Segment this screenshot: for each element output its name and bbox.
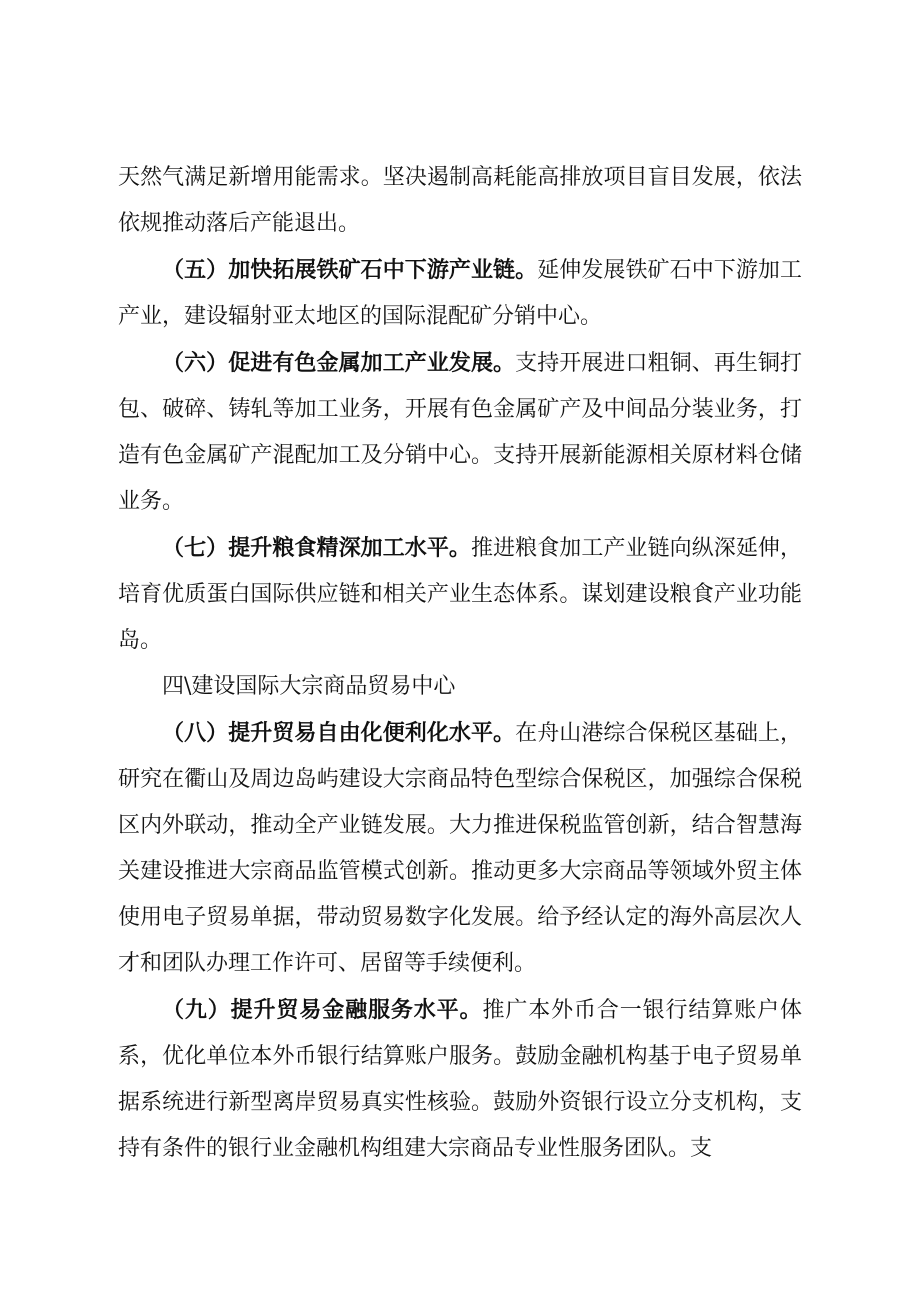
paragraph-body: 延伸发展铁矿石中下游加工产业，建设辐射亚太地区的国际混配矿分销中心。 [118,258,802,329]
paragraph-body: 支持开展进口粗铜、再生铜打包、破碎、铸轧等加工业务，开展有色金属矿产及中间品分装业务，打造有色金属矿产混配加工及分销中心。支持开展新能源相关原材料仓储业务。 [118,351,802,514]
paragraph-item-9 [118,987,802,1172]
item-heading: （六）促进有色金属加工产业发展。 [162,350,516,376]
paragraph-body: 推广本外币合一银行结算账户体系，优化单位本外币银行结算账户服务。鼓励金融机构基于电子贸易单据系统进行新型离岸贸易真实性核验。鼓励外资银行设立分支机构，支持有条件的银行业金融机构组建大宗商品专业性服务团队。支 [118,998,802,1161]
item-heading: （七）提升粮食精深加工水平。 [162,535,471,561]
section-heading: 四\建设国际大宗商品贸易中心 [162,674,456,699]
paragraph-item-8 [118,710,802,987]
paragraph-body: 在舟山港综合保税区基础上，研究在衢山及周边岛屿建设大宗商品特色型综合保税区，加强综合保税区内外联动，推动全产业链发展。大力推进保税监管创新，结合智慧海关建设推进大宗商品监管模式创新。推动更多大宗商品等领域外贸主体使用电子贸易单据，带动贸易数字化发展。给予经认定的海外高层次人才和团队办理工作许可、居留等手续便利。 [118,721,802,976]
paragraph-body: 天然气满足新增用能需求。坚决遏制高耗能高排放项目盲目发展，依法依规推动落后产能退出。 [118,165,802,236]
paragraph-item-6 [118,340,802,525]
paragraph-item-7 [118,525,802,664]
item-heading: （八）提升贸易自由化便利化水平。 [162,720,516,746]
item-heading: （九）提升贸易金融服务水平。 [162,997,483,1023]
paragraph-body: 推进粮食加工产业链向纵深延伸，培育优质蛋白国际供应链和相关产业生态体系。谋划建设粮食产业功能岛。 [118,536,802,653]
paragraph-item-5 [118,247,802,340]
document-page [118,155,802,1172]
paragraph-continuation [118,155,802,247]
item-heading: （五）加快拓展铁矿石中下游产业链。 [162,257,538,283]
